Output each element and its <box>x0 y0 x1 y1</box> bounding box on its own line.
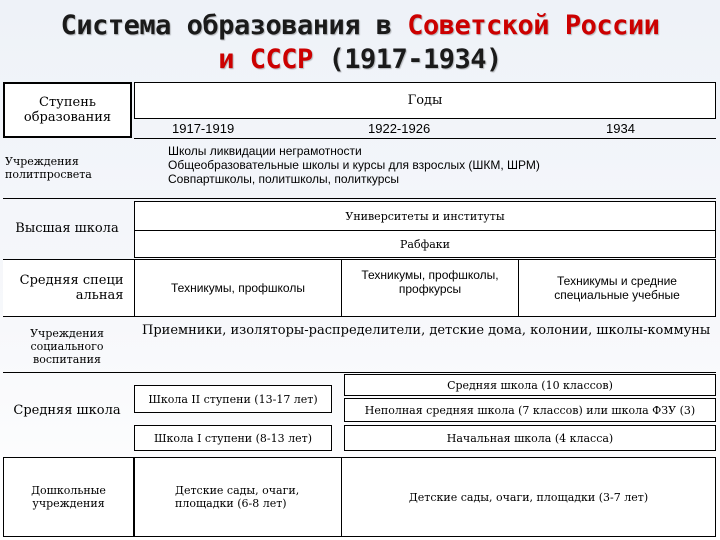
stage1-text: Школа I ступени (8-13 лет) <box>153 431 313 445</box>
preschool-c1 <box>134 457 342 537</box>
higher-universities <box>134 201 716 231</box>
secondary-special-c2 <box>341 259 519 317</box>
header-years-label: Годы <box>407 93 443 108</box>
school10-text: Средняя школа (10 классов) <box>447 378 613 392</box>
row-label-politpros <box>3 145 123 191</box>
preschool-c2 <box>341 457 716 537</box>
row-divider-2 <box>3 372 716 373</box>
rabfak-text: Рабфаки <box>400 237 450 251</box>
title-part4: (1917-1934) <box>312 44 502 75</box>
social-text: Приемники, изоляторы-распределители, детские дома, колонии, школы-коммуны <box>142 323 711 338</box>
secondary-label: Средняя школа <box>13 402 121 418</box>
header-stage-label: Ступень образования <box>23 95 112 125</box>
secondary-school10 <box>344 374 716 396</box>
higher-rabfak <box>134 230 716 258</box>
row-label-higher <box>3 210 131 246</box>
stage2-text: Школа II ступени (13-17 лет) <box>148 392 318 406</box>
incomplete-text: Неполная средняя школа (7 классов) или школа ФЗУ (3) <box>364 403 696 417</box>
year-1917-1919: 1917-1919 <box>172 121 235 136</box>
row-label-preschool <box>3 457 134 537</box>
social-label: Учреждения социального воспитания <box>30 326 104 366</box>
secondary-special-label: Средняя специальная <box>19 273 124 303</box>
preschool-c1-text: Детские сады, очаги, площадки (6-8 лет) <box>175 484 300 510</box>
secondary-stage1 <box>134 425 332 451</box>
politpros-content <box>168 144 688 196</box>
universities-text: Университеты и институты <box>345 209 505 223</box>
preschool-label: Дошкольные учреждения <box>31 484 106 510</box>
header-divider <box>134 138 716 139</box>
header-years <box>134 82 716 119</box>
secondary-primary <box>344 425 716 451</box>
social-content <box>142 322 716 366</box>
secondary-special-c1-text: Техникумы, профшколы <box>171 281 305 295</box>
higher-label: Высшая школа <box>15 220 119 236</box>
page-title-line2 <box>0 42 720 78</box>
year-1922-1926: 1922-1926 <box>368 121 431 136</box>
row-divider-1 <box>3 198 716 199</box>
title-part2: Советской России <box>407 10 660 41</box>
page-title-line1 <box>0 8 720 44</box>
row-label-secondary-special <box>3 259 134 317</box>
politpros-line-3: Совпартшколы, политшколы, политкурсы <box>168 172 399 186</box>
politpros-line-1: Школы ликвидации неграмотности <box>168 144 362 158</box>
header-stage <box>3 82 132 138</box>
title-part1: Система образования в <box>60 10 408 41</box>
row-label-secondary <box>3 395 131 425</box>
preschool-c2-text: Детские сады, очаги, площадки (3-7 лет) <box>408 490 649 504</box>
secondary-special-c1 <box>134 259 342 317</box>
politpros-label: Учреждения политпросвета <box>5 155 92 181</box>
secondary-special-c3 <box>518 259 716 317</box>
title-part3: и СССР <box>218 44 313 75</box>
row-label-social <box>3 320 131 372</box>
primary-text: Начальная школа (4 класса) <box>446 431 614 445</box>
politpros-line-2: Общеобразовательные школы и курсы для взрослых (ШКМ, ШРМ) <box>168 158 540 172</box>
secondary-stage2 <box>134 385 332 413</box>
secondary-special-c3-text: Техникумы и средние специальные учебные <box>554 274 680 302</box>
year-1934: 1934 <box>606 121 635 136</box>
secondary-special-c2-text: Техникумы, профшколы, профкурсы <box>361 268 499 296</box>
secondary-incomplete <box>344 398 716 422</box>
